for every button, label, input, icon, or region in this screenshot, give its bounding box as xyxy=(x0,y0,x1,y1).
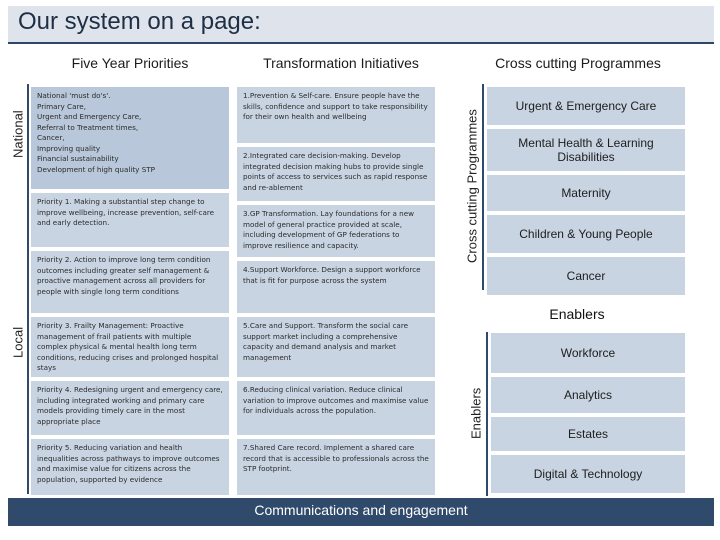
page-title: Our system on a page: xyxy=(18,8,261,35)
local-priority-3: Priority 3. Frailty Management: Proactive management of frail patients with multiple complex physical & mental health long term conditions, reducing crises and prolonged hospital stays xyxy=(30,316,230,378)
national-priority: Cancer, xyxy=(37,133,65,142)
cross-cutting-divider xyxy=(482,84,484,290)
initiative-4: 4.Support Workforce. Design a support workforce that is fit for purpose across the system xyxy=(236,260,436,314)
footer-text: Communications and engagement xyxy=(254,502,468,518)
initiative-1: 1.Prevention & Self-care. Ensure people have the skills, confidence and support to take responsibility for their own health and wellbeing xyxy=(236,86,436,144)
initiative-2: 2.Integrated care decision-making. Develop integrated decision making hubs to provide single points of access to services such as rapid response and re-ablement xyxy=(236,146,436,202)
initiative-5: 5.Care and Support. Transform the social care support market including a comprehensive capacity and demand analysis and market management xyxy=(236,316,436,378)
programme-children: Children & Young People xyxy=(486,214,686,254)
national-priority: Financial sustainability xyxy=(37,154,119,163)
enabler-workforce: Workforce xyxy=(490,332,686,374)
cross-cutting-label: Cross cutting Programmes xyxy=(464,109,480,263)
national-priority: Urgent and Emergency Care, xyxy=(37,112,142,121)
programme-urgent-emergency: Urgent & Emergency Care xyxy=(486,86,686,126)
national-priority: Improving quality xyxy=(37,143,101,153)
enablers-heading: Enablers xyxy=(549,306,605,322)
local-priority-1: Priority 1. Making a substantial step change to improve wellbeing, increase prevention, self-care and early detection. xyxy=(30,192,230,248)
national-priority: Primary Care, xyxy=(37,101,86,111)
enablers-divider xyxy=(486,332,488,496)
left-divider xyxy=(27,84,29,494)
national-label: National xyxy=(10,110,26,158)
local-label: Local xyxy=(10,326,26,358)
initiative-6: 6.Reducing clinical variation. Reduce clinical variation to improve outcomes and maximise value for individuals across the population. xyxy=(236,380,436,436)
national-priority: National 'must do's'. xyxy=(37,91,111,100)
column-heading-priorities: Five Year Priorities xyxy=(71,55,189,71)
enabler-digital: Digital & Technology xyxy=(490,454,686,494)
enabler-estates: Estates xyxy=(490,416,686,452)
national-priorities-box xyxy=(30,86,230,190)
enabler-analytics: Analytics xyxy=(490,376,686,414)
enablers-label: Enablers xyxy=(468,387,484,439)
programme-maternity: Maternity xyxy=(486,174,686,212)
local-priority-4: Priority 4. Redesigning urgent and emergency care, including integrated working and primary care models providing timely care in the most appropriate place xyxy=(30,380,230,436)
column-heading-programmes: Cross cutting Programmes xyxy=(495,55,661,71)
programme-mental-health: Mental Health & Learning Disabilities xyxy=(486,128,686,172)
initiative-3: 3.GP Transformation. Lay foundations for a new model of general practice provided at scale, including development of GP federations to improve resilience and capacity. xyxy=(236,204,436,258)
national-priority: Development of high quality STP xyxy=(37,164,155,174)
local-priority-2: Priority 2. Action to improve long term condition outcomes including greater self management & proactive management across all providers for people with single long term conditions xyxy=(30,250,230,314)
local-priority-5: Priority 5. Reducing variation and health inequalities across pathways to improve outcomes and maximise value for citizens across the population, supported by evidence xyxy=(30,438,230,496)
initiative-7: 7.Shared Care record. Implement a shared care record that is accessible to professionals across the STP footprint. xyxy=(236,438,436,496)
programme-cancer: Cancer xyxy=(486,256,686,296)
column-heading-initiatives: Transformation Initiatives xyxy=(263,55,419,71)
national-priority: Referral to Treatment times, xyxy=(37,122,139,132)
